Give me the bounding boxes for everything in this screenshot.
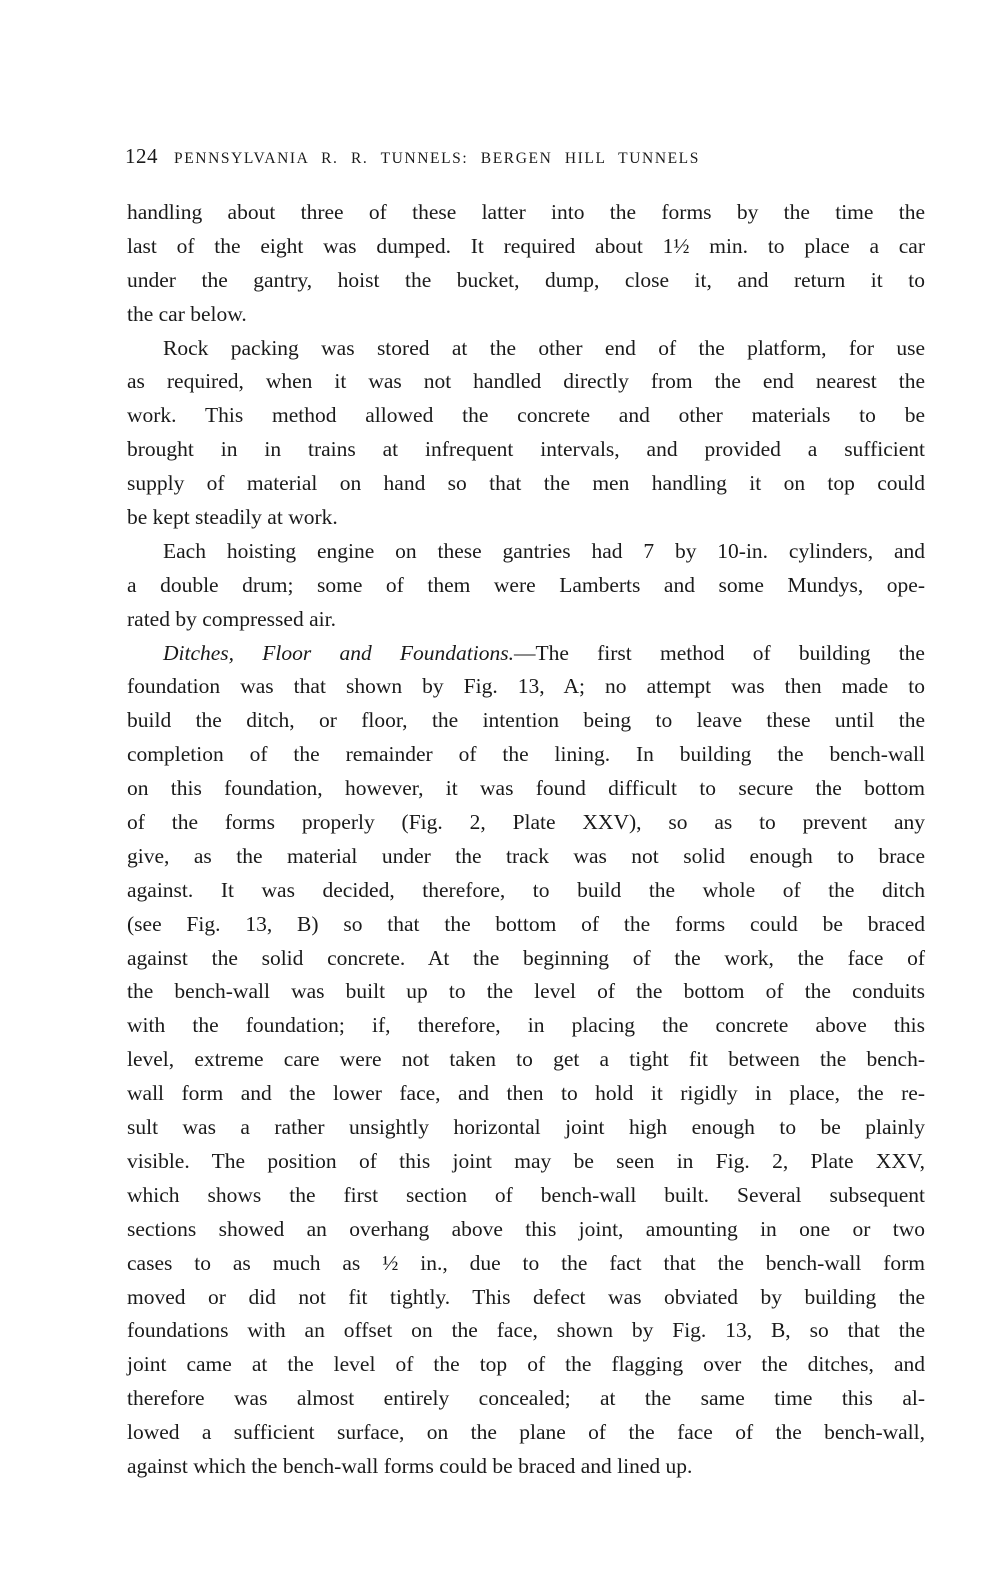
text-line: against the solid concrete. At the beginning of the work, the face of [127, 945, 925, 970]
text-line: level, extreme care were not taken to get a tight fit between the bench- [127, 1047, 925, 1072]
paragraph-rock-packing [127, 332, 925, 535]
text-line: against. It was decided, therefore, to build the whole of the ditch [127, 877, 925, 902]
text-line: visible. The position of this joint may be seen in Fig. 2, Plate XXV, [127, 1148, 925, 1173]
text-line: which shows the first section of bench-wall built. Several subsequent [127, 1182, 925, 1207]
text-line: completion of the remainder of the lining. In building the bench-wall [127, 742, 925, 767]
text-line: with the foundation; if, therefore, in placing the concrete above this [127, 1013, 925, 1038]
text-line: against which the bench-wall forms could be braced and lined up. [127, 1453, 693, 1478]
text-line: joint came at the level of the top of the flagging over the ditches, and [127, 1352, 925, 1377]
text-line: a double drum; some of them were Lamberts and some Mundys, ope- [127, 572, 925, 597]
body-text [127, 196, 925, 1484]
paragraph-ditches-floor-foundations [127, 637, 925, 1484]
text-line: brought in in trains at infrequent intervals, and provided a sufficient [127, 437, 925, 462]
text-line: wall form and the lower face, and then to hold it rigidly in place, the re- [127, 1081, 925, 1106]
text-line: be kept steadily at work. [127, 505, 338, 530]
text-line [127, 637, 925, 671]
text-line: foundations with an offset on the face, shown by Fig. 13, B, so that the [127, 1318, 925, 1343]
text-line: (see Fig. 13, B) so that the bottom of the forms could be braced [127, 911, 925, 936]
text-line: last of the eight was dumped. It required about 1½ min. to place a car [127, 233, 925, 258]
page-number: 124 [125, 144, 158, 168]
text-line: of the forms properly (Fig. 2, Plate XXV), so as to prevent any [127, 810, 925, 835]
text-line: on this foundation, however, it was found difficult to secure the bottom [127, 776, 925, 801]
text-line: give, as the material under the track was not solid enough to brace [127, 843, 925, 868]
paragraph-gantry-continuation [127, 196, 925, 332]
text-line: lowed a sufficient surface, on the plane of the face of the bench-wall, [127, 1420, 925, 1445]
text-line: the bench-wall was built up to the level of the bottom of the conduits [127, 979, 925, 1004]
text-line: work. This method allowed the concrete and other materials to be [127, 403, 925, 428]
text-line: moved or did not fit tightly. This defect was obviated by building the [127, 1284, 925, 1309]
text-line: foundation was that shown by Fig. 13, A; no attempt was then made to [127, 674, 925, 699]
text-line: cases to as much as ½ in., due to the fact that the bench-wall form [127, 1250, 925, 1275]
text-line: as required, when it was not handled directly from the end nearest the [127, 369, 925, 394]
text-line: handling about three of these latter into the forms by the time the [127, 200, 925, 224]
text-line: sections showed an overhang above this joint, amounting in one or two [127, 1216, 925, 1241]
text-line: therefore was almost entirely concealed; at the same time this al- [127, 1386, 925, 1411]
section-heading-italic: Ditches, Floor and Foundations. [163, 640, 514, 665]
text-line: supply of material on hand so that the men handling it on top could [127, 471, 925, 496]
text-line: under the gantry, hoist the bucket, dump, close it, and return it to [127, 267, 925, 292]
text-line: Each hoisting engine on these gantries had 7 by 10-in. cylinders, and [163, 538, 925, 563]
text-line: sult was a rather unsightly horizontal joint high enough to be plainly [127, 1115, 925, 1140]
text-line: the car below. [127, 301, 247, 326]
text-line: build the ditch, or floor, the intention being to leave these until the [127, 708, 925, 733]
running-title: PENNSYLVANIA R. R. TUNNELS: BERGEN HILL TUNNELS [174, 150, 700, 167]
text-line: Rock packing was stored at the other end of the platform, for use [163, 335, 925, 360]
running-header [125, 144, 865, 174]
paragraph-hoisting-engine [127, 535, 925, 637]
text-fragment: —The first method of building the [514, 640, 925, 665]
text-line: rated by compressed air. [127, 606, 336, 631]
